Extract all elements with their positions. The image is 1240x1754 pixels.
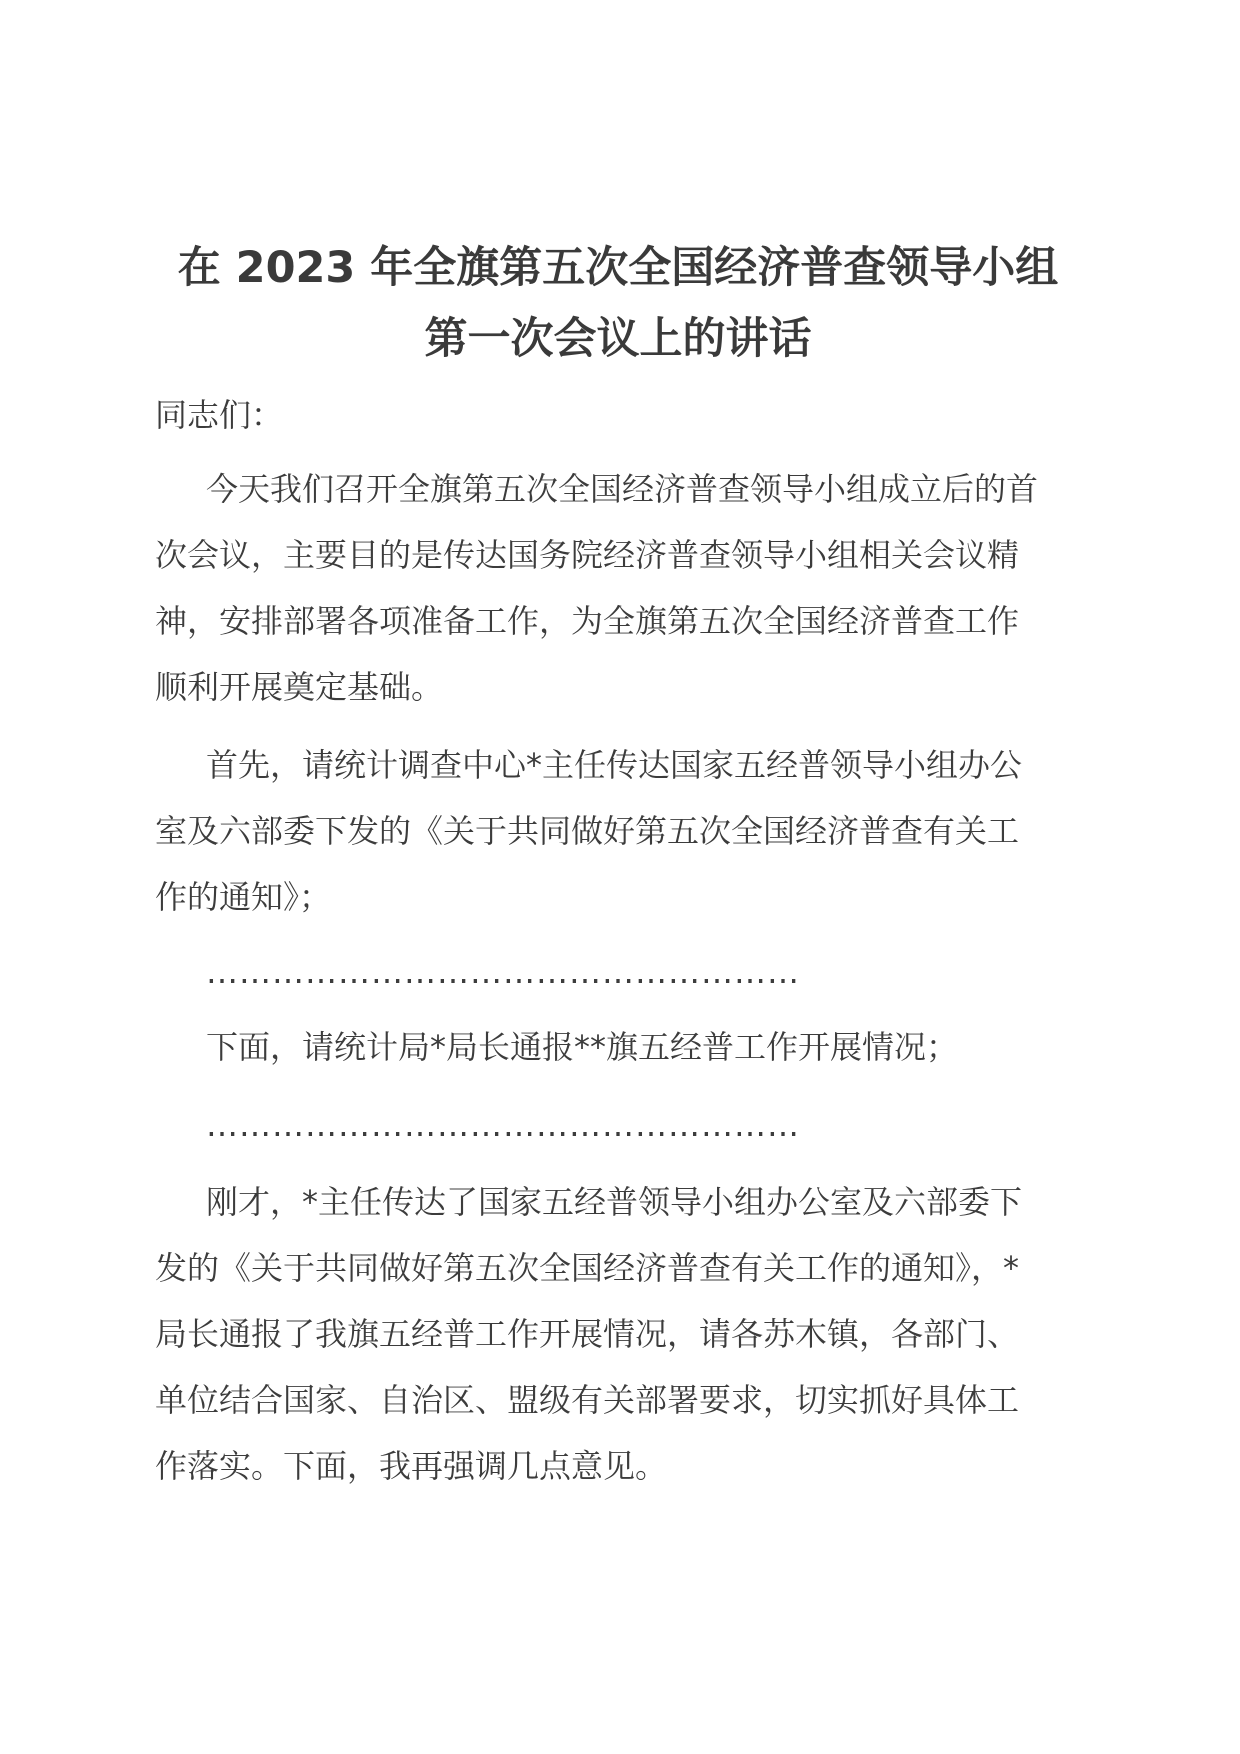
paragraph-1-line: 神，安排部署各项准备工作，为全旗第五次全国经济普查工作 (155, 602, 1020, 640)
paragraph-4-line: 单位结合国家、自治区、盟级有关部署要求，切实抓好具体工 (155, 1381, 1020, 1419)
paragraph-1 (155, 456, 1095, 720)
document-title-line-1: 在 2023 年全旗第五次全国经济普查领导小组 (177, 243, 1059, 293)
paragraph-2-line: 首先，请统计调查中心*主任传达国家五经普领导小组办公 (206, 746, 1023, 784)
paragraph-2-line: 室及六部委下发的《关于共同做好第五次全国经济普查有关工 (155, 812, 1020, 850)
ellipsis-separator-1: ……………………………………………… (206, 953, 800, 991)
paragraph-2 (155, 732, 1095, 930)
paragraph-1-line: 顺利开展奠定基础。 (155, 668, 444, 706)
paragraph-4 (155, 1169, 1095, 1499)
ellipsis-separator-2: ……………………………………………… (206, 1106, 800, 1144)
paragraph-1-line: 次会议，主要目的是传达国务院经济普查领导小组相关会议精 (155, 536, 1020, 574)
paragraph-3-line: 下面，请统计局*局长通报**旗五经普工作开展情况； (206, 1028, 959, 1066)
paragraph-1-line: 今天我们召开全旗第五次全国经济普查领导小组成立后的首 (206, 470, 1039, 508)
paragraph-2-line: 作的通知》； (155, 878, 332, 916)
paragraph-3 (155, 1014, 1095, 1080)
paragraph-4-line: 局长通报了我旗五经普工作开展情况，请各苏木镇，各部门、 (155, 1315, 1020, 1353)
greeting: 同志们： (155, 396, 284, 434)
document-title-line-2: 第一次会议上的讲话 (424, 314, 812, 364)
paragraph-4-line: 作落实。下面，我再强调几点意见。 (155, 1447, 668, 1485)
paragraph-4-line: 发的《关于共同做好第五次全国经济普查有关工作的通知》，* (155, 1249, 1020, 1287)
paragraph-4-line: 刚才，*主任传达了国家五经普领导小组办公室及六部委下 (206, 1183, 1023, 1221)
